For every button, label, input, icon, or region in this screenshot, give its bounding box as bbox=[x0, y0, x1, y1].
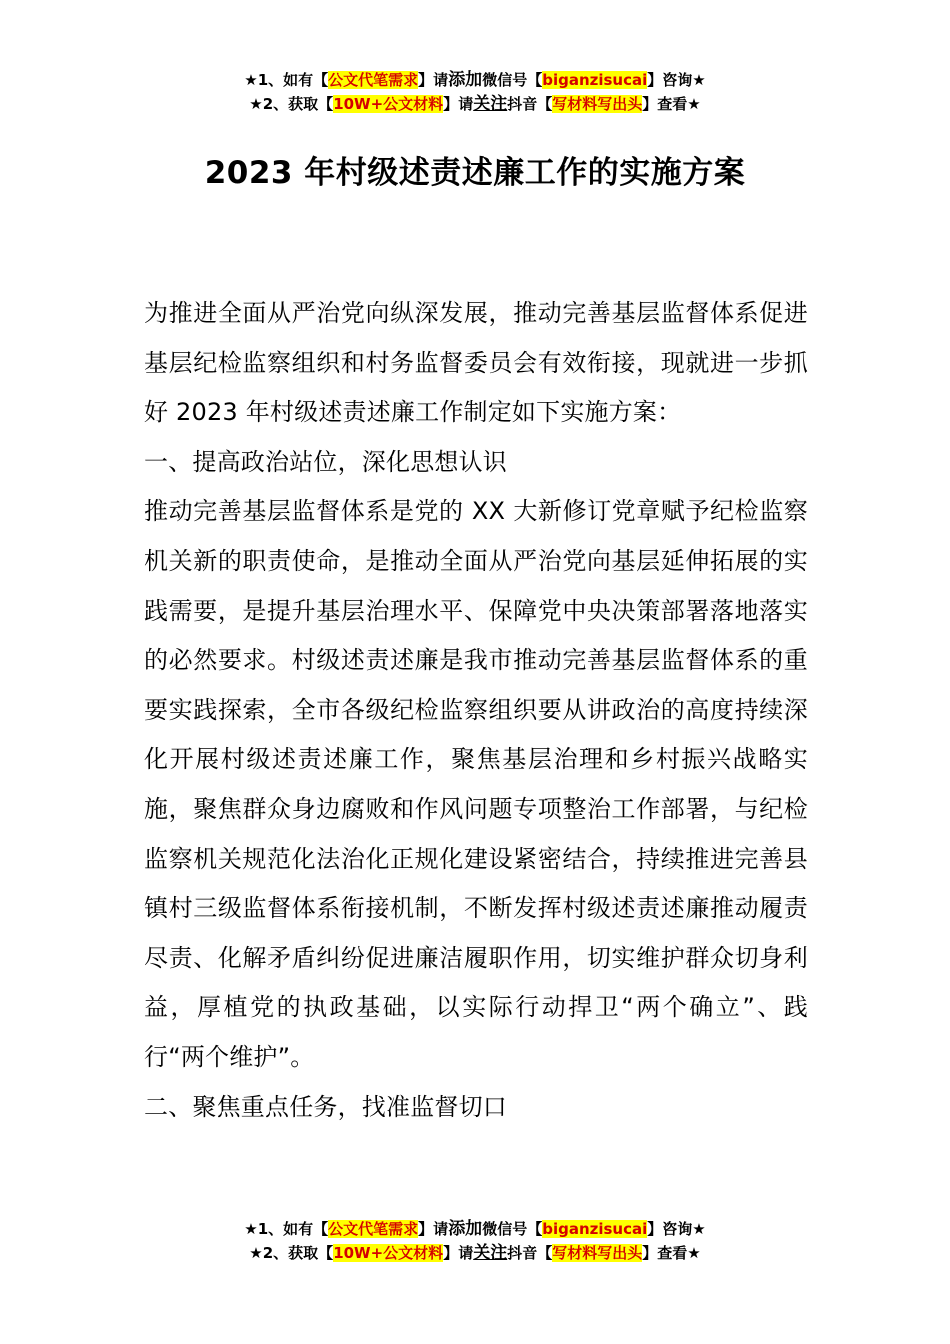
promo-douyin-id: 写材料写出头 bbox=[552, 1244, 643, 1262]
promo-douyin-id: 写材料写出头 bbox=[552, 95, 643, 113]
promo-text: ★2、获取【 bbox=[249, 95, 334, 113]
document-title: 2023 年村级述责述廉工作的实施方案 bbox=[204, 155, 746, 191]
promo-text: 】请 bbox=[443, 95, 474, 113]
promo-highlight: 公文代笔需求 bbox=[328, 1220, 419, 1238]
promo-highlight: 10W+公文材料 bbox=[333, 95, 444, 113]
section-heading-1: 一、提高政治站位，深化思想认识 bbox=[144, 447, 507, 476]
promo-text: ★1、如有【 bbox=[244, 1220, 329, 1238]
promo-highlight: 公文代笔需求 bbox=[328, 71, 419, 89]
section-heading-2: 二、聚焦重点任务，找准监督切口 bbox=[144, 1092, 507, 1121]
promo-line-2 bbox=[0, 92, 950, 116]
promo-line-1 bbox=[0, 68, 950, 92]
promo-text: 】咨询★ bbox=[647, 1220, 706, 1238]
promo-highlight: 10W+公文材料 bbox=[333, 1244, 444, 1262]
promo-wechat-id: biganzisucai bbox=[542, 1220, 648, 1238]
promo-banner-top bbox=[0, 68, 950, 116]
promo-line-2 bbox=[0, 1241, 950, 1265]
promo-text: ★2、获取【 bbox=[249, 1244, 334, 1262]
promo-text: ★1、如有【 bbox=[244, 71, 329, 89]
promo-emphasis: 添加 bbox=[448, 1219, 483, 1239]
promo-text: 微信号【 bbox=[482, 1220, 543, 1238]
document-body bbox=[144, 289, 808, 1132]
promo-banner-bottom bbox=[0, 1217, 950, 1265]
promo-line-1 bbox=[0, 1217, 950, 1241]
promo-text: 】请 bbox=[418, 71, 449, 89]
promo-text: 】请 bbox=[418, 1220, 449, 1238]
promo-emphasis: 关注 bbox=[473, 94, 508, 114]
promo-text: 】查看★ bbox=[642, 95, 701, 113]
promo-text: 】请 bbox=[443, 1244, 474, 1262]
promo-text: 微信号【 bbox=[482, 71, 543, 89]
promo-text: 抖音【 bbox=[507, 95, 553, 113]
promo-text: 】咨询★ bbox=[647, 71, 706, 89]
promo-emphasis: 添加 bbox=[448, 70, 483, 90]
promo-text: 抖音【 bbox=[507, 1244, 553, 1262]
promo-emphasis: 关注 bbox=[473, 1243, 508, 1263]
intro-paragraph: 为推进全面从严治党向纵深发展，推动完善基层监督体系促进基层纪检监察组织和村务监督委员会有效衔接，现就进一步抓好 2023 年村级述责述廉工作制定如下实施方案： bbox=[144, 299, 808, 427]
promo-text: 】查看★ bbox=[642, 1244, 701, 1262]
body-paragraph: 推动完善基层监督体系是党的 XX 大新修订党章赋予纪检监察机关新的职责使命，是推动全面从严治党向基层延伸拓展的实践需要，是提升基层治理水平、保障党中央决策部署落地落实的必然要求。村级述责述廉是我市推动完善基层监督体系的重要实践探索，全市各级纪检监察组织要从讲政治的高度持续深化开展村级述责述廉工作，聚焦基层治理和乡村振兴战略实施，聚焦群众身边腐败和作风问题专项整治工作部署，与纪检监察机关规范化法治化正规化建设紧密结合，持续推进完善县镇村三级监督体系衔接机制，不断发挥村级述责述廉推动履责尽责、化解矛盾纠纷促进廉洁履职作用，切实维护群众切身利益，厚植党的执政基础，以实际行动捍卫“两个确立”、践行“两个维护”。 bbox=[144, 497, 808, 1071]
promo-wechat-id: biganzisucai bbox=[542, 71, 648, 89]
